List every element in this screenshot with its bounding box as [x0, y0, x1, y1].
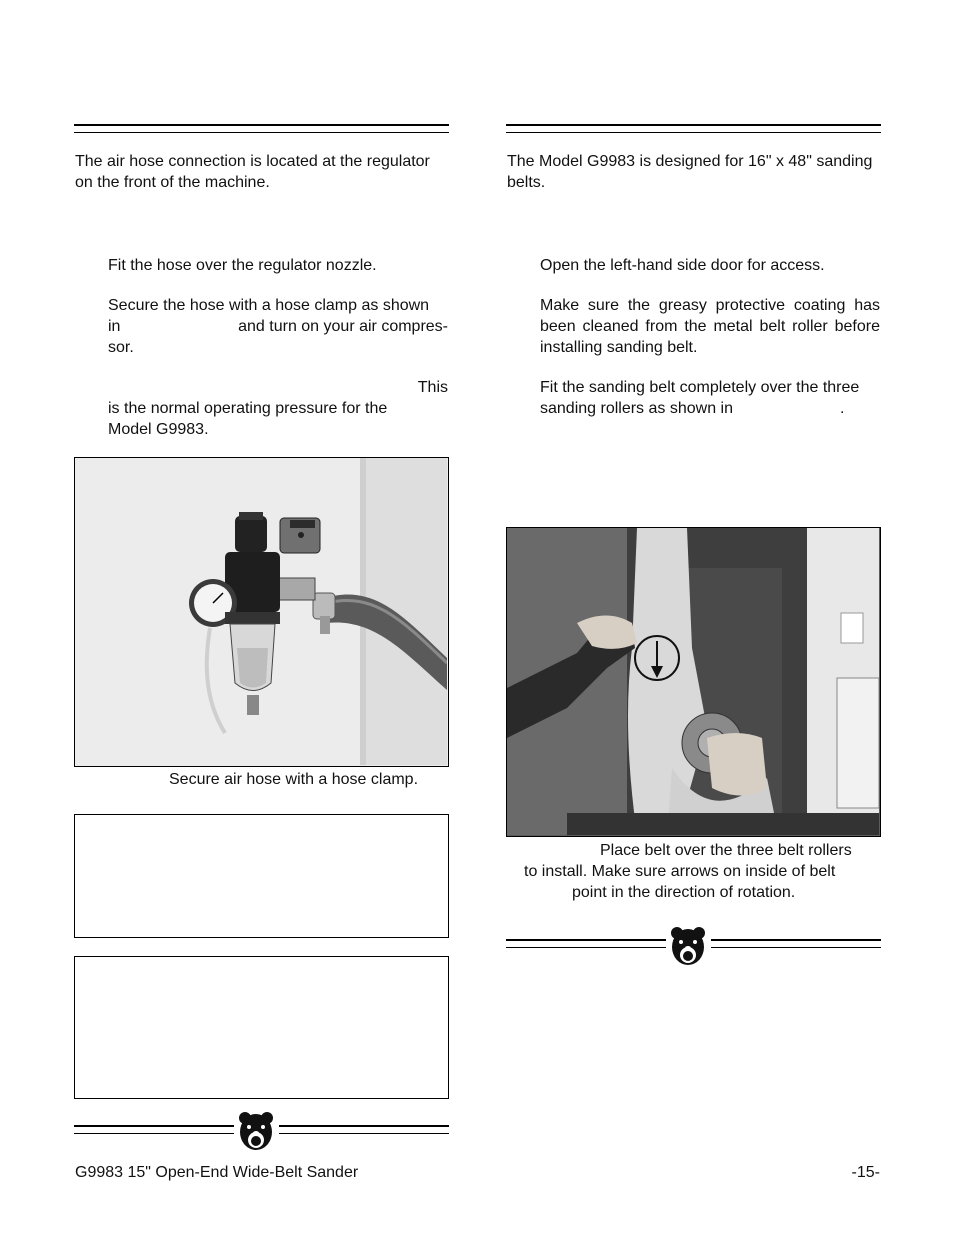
- right-divider-rule-left: [506, 939, 666, 948]
- right-caption-line-2: to install. Make sure arrows on inside of belt: [524, 863, 836, 880]
- grizzly-bear-head-icon: [668, 925, 708, 967]
- right-intro-paragraph: [507, 151, 880, 193]
- left-step-2-compressor: and turn on your air compres-: [238, 318, 448, 335]
- right-step-1: [540, 255, 880, 276]
- left-step-1: [108, 255, 448, 276]
- footer-page-number: -15-: [851, 1164, 880, 1181]
- left-photo-caption: Secure air hose with a hose clamp.: [169, 771, 419, 788]
- footer-title: G9983 15" Open-End Wide-Belt Sander: [75, 1164, 359, 1181]
- left-header-rule: [74, 124, 449, 133]
- left-divider-rule-right: [279, 1125, 449, 1134]
- right-intro-text: The Model G9983 is designed for 16" x 48" sanding belts.: [507, 153, 873, 191]
- sanding-belt-illustration: [507, 528, 879, 835]
- left-divider-rule-left: [74, 1125, 234, 1134]
- right-header-rule: [506, 124, 881, 133]
- right-step-3-line-2: [540, 398, 880, 419]
- air-regulator-photo: [74, 457, 449, 767]
- right-step-3: [540, 377, 880, 419]
- left-step-3-this: This: [417, 379, 448, 396]
- right-step-3-period: .: [840, 400, 845, 417]
- left-step-2-line-1: Secure the hose with a hose clamp as shown: [108, 297, 430, 314]
- left-step-2: [108, 295, 448, 358]
- left-step-2-in: in: [108, 318, 121, 335]
- left-step-3-line-2: is the normal operating pressure for the: [108, 400, 388, 417]
- left-step-1-text: Fit the hose over the regulator nozzle.: [108, 257, 377, 274]
- right-caption-line-3: point in the direction of rotation.: [572, 884, 796, 901]
- left-step-2-line-2: [108, 316, 448, 337]
- right-caption-line-1: Place belt over the three belt rollers: [600, 842, 852, 859]
- notice-box-2: [74, 956, 449, 1099]
- air-regulator-illustration: [75, 458, 447, 765]
- right-divider-rule-right: [711, 939, 881, 948]
- left-step-3: [108, 377, 448, 440]
- right-step-2: Make sure the greasy protective coating has been cleaned from the metal belt roller before installing sanding belt.: [540, 297, 880, 356]
- grizzly-bear-head-icon: [236, 1110, 276, 1152]
- sanding-belt-photo: [506, 527, 881, 837]
- left-intro-text: The air hose connection is located at the regulator on the front of the machine.: [75, 153, 430, 191]
- left-intro-paragraph: [75, 151, 448, 193]
- right-step-3-line-1: Fit the sanding belt completely over the three: [540, 379, 860, 396]
- left-step-2-line-3: sor.: [108, 339, 134, 356]
- right-photo-caption: [506, 840, 881, 903]
- right-step-1-text: Open the left-hand side door for access.: [540, 257, 825, 274]
- notice-box-1: [74, 814, 449, 938]
- right-step-3-rollers: sanding rollers as shown in: [540, 400, 733, 417]
- left-step-3-line-3: Model G9983.: [108, 421, 209, 438]
